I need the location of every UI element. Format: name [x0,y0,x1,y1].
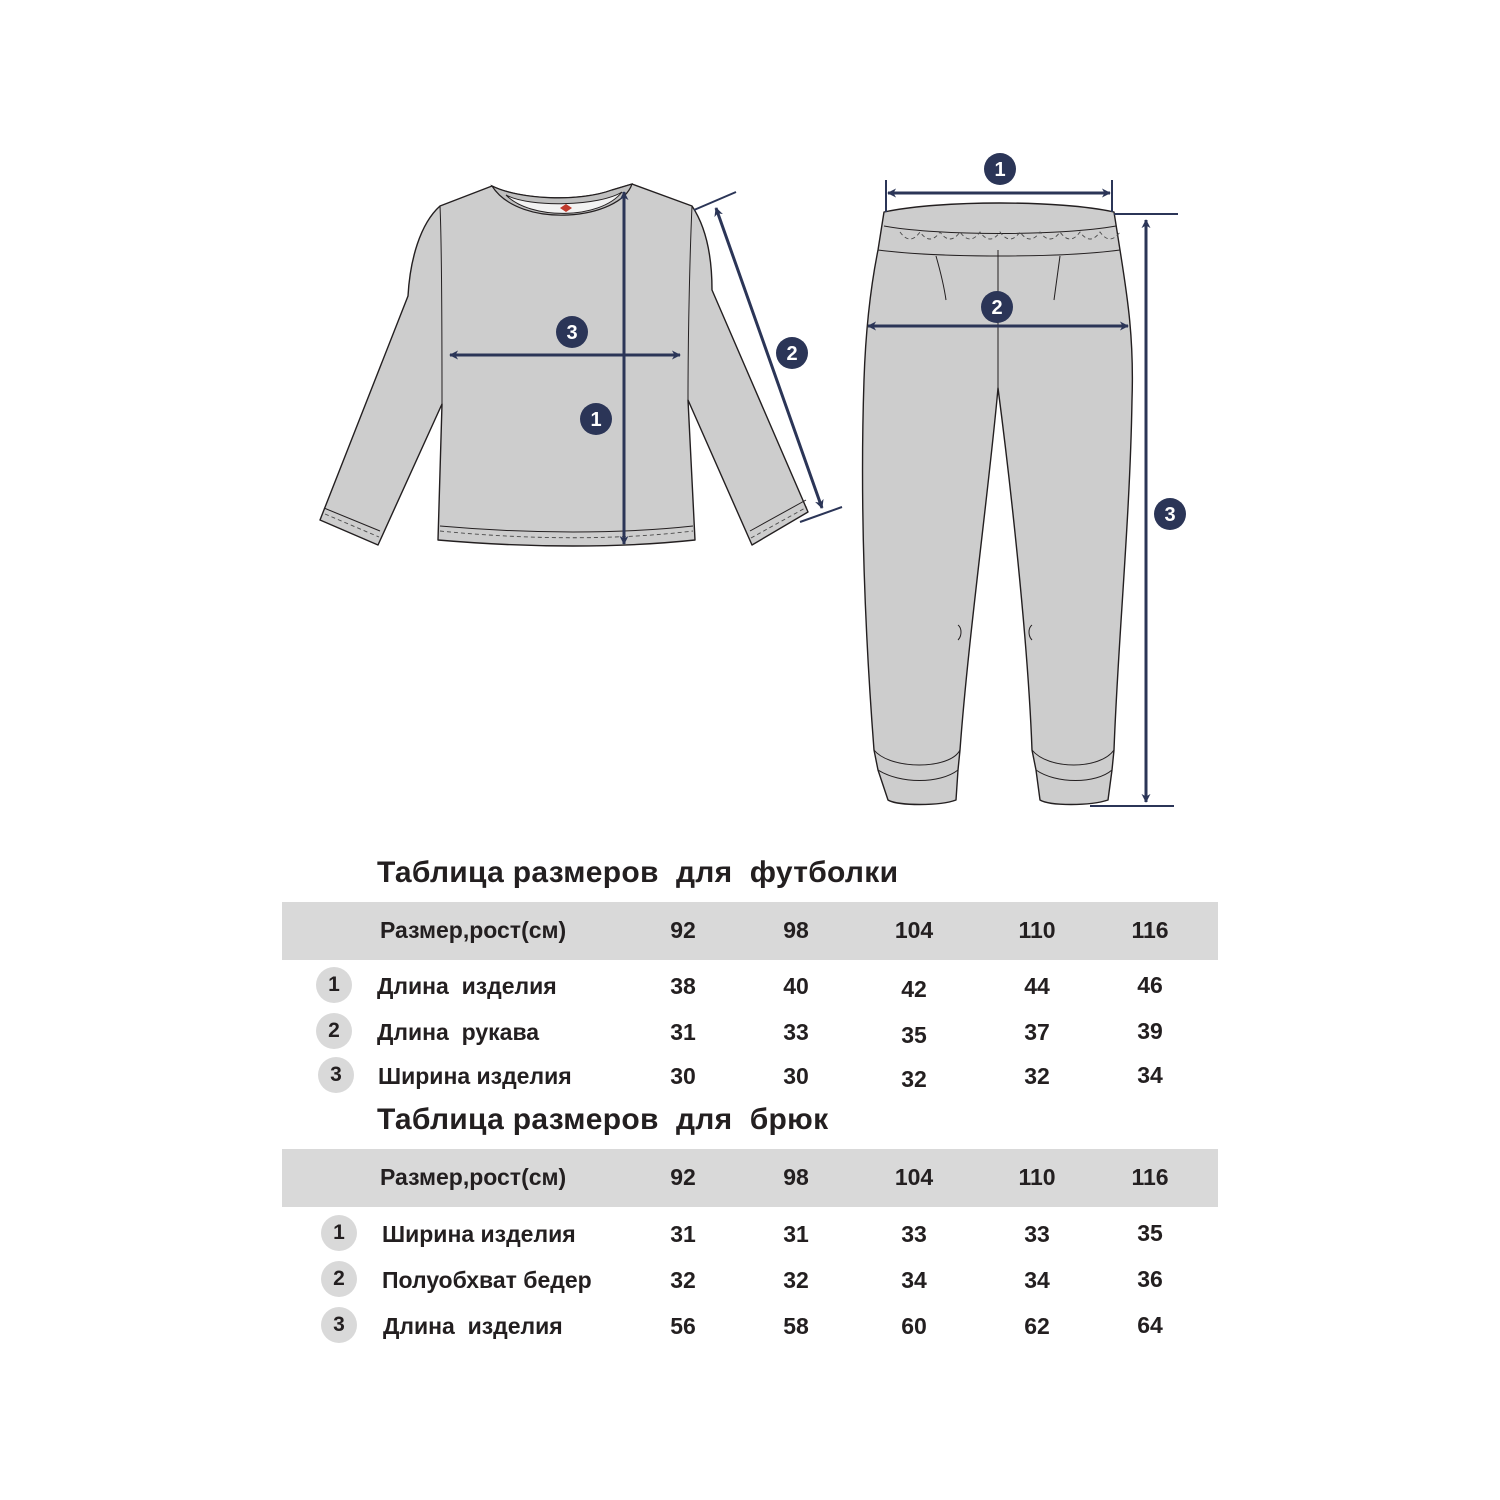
row-value: 31 [670,1221,696,1247]
row-value: 40 [783,973,809,999]
pants-header-size: 104 [894,1164,934,1190]
row-value: 33 [783,1019,809,1045]
svg-text:2: 2 [991,297,1003,319]
row-value: 33 [1024,1221,1050,1247]
row-marker: 3 [318,1057,354,1093]
pants-header-size: 98 [783,1164,809,1190]
row-label: Полуобхват бедер [382,1267,592,1293]
shirt-table-title: Таблица размеров для футболки [377,856,899,889]
svg-text:1: 1 [590,409,602,431]
row-value: 46 [1137,972,1163,998]
row-label: Ширина изделия [382,1221,576,1247]
row-value: 31 [670,1019,696,1045]
row-marker: 2 [316,1013,352,1049]
svg-text:1: 1 [994,159,1006,181]
row-value: 34 [901,1267,927,1293]
row-marker: 1 [321,1215,357,1251]
row-value: 39 [1137,1018,1163,1044]
row-label: Длина рукава [377,1019,540,1045]
row-value: 34 [1024,1267,1050,1293]
row-value: 58 [783,1313,809,1339]
shirt-header-size: 110 [1018,917,1056,943]
pants-header-size: 92 [670,1164,696,1190]
shirt-header-size: 92 [670,917,696,943]
pants-marker-2 [981,291,1013,323]
row-value: 32 [1024,1063,1050,1089]
row-value: 37 [1024,1019,1050,1045]
pants-header-size: 110 [1018,1164,1056,1190]
shirt-header-label: Размер,рост(см) [380,917,567,943]
row-value: 33 [901,1221,927,1247]
row-value: 32 [670,1267,696,1293]
pants-header-label: Размер,рост(см) [380,1164,567,1190]
shirt-header-size: 98 [783,917,809,943]
row-value: 35 [1137,1220,1163,1246]
row-label: Длина изделия [383,1313,563,1339]
row-value: 60 [901,1313,927,1339]
pants-marker-1 [984,153,1016,185]
row-value: 42 [901,976,927,1002]
shirt-header-size: 116 [1131,917,1169,943]
row-value: 56 [670,1313,696,1339]
row-value: 31 [783,1221,809,1247]
row-value: 38 [670,973,696,999]
row-value: 32 [783,1267,809,1293]
row-marker: 2 [321,1261,357,1297]
shirt-marker-1 [580,403,612,435]
row-value: 34 [1137,1062,1163,1088]
shirt-marker-2 [776,337,808,369]
row-value: 44 [1024,973,1050,999]
row-value: 36 [1137,1266,1163,1292]
row-value: 30 [670,1063,696,1089]
shirt-header-size: 104 [894,917,934,943]
pants-table-title: Таблица размеров для брюк [377,1103,829,1136]
pants-illustration [862,153,1186,806]
row-value: 30 [783,1063,809,1089]
row-value: 32 [901,1066,927,1092]
row-value: 35 [901,1022,927,1048]
shirt-illustration [320,184,842,546]
row-label: Длина изделия [377,973,557,999]
svg-text:3: 3 [1164,504,1176,526]
row-marker: 3 [321,1307,357,1343]
pants-marker-3 [1154,498,1186,530]
row-value: 64 [1137,1312,1163,1338]
row-value: 62 [1024,1313,1050,1339]
row-marker: 1 [316,967,352,1003]
row-label: Ширина изделия [378,1063,572,1089]
svg-text:2: 2 [786,343,798,365]
svg-text:3: 3 [566,322,578,344]
pants-header-size: 116 [1131,1164,1169,1190]
shirt-marker-3 [556,316,588,348]
